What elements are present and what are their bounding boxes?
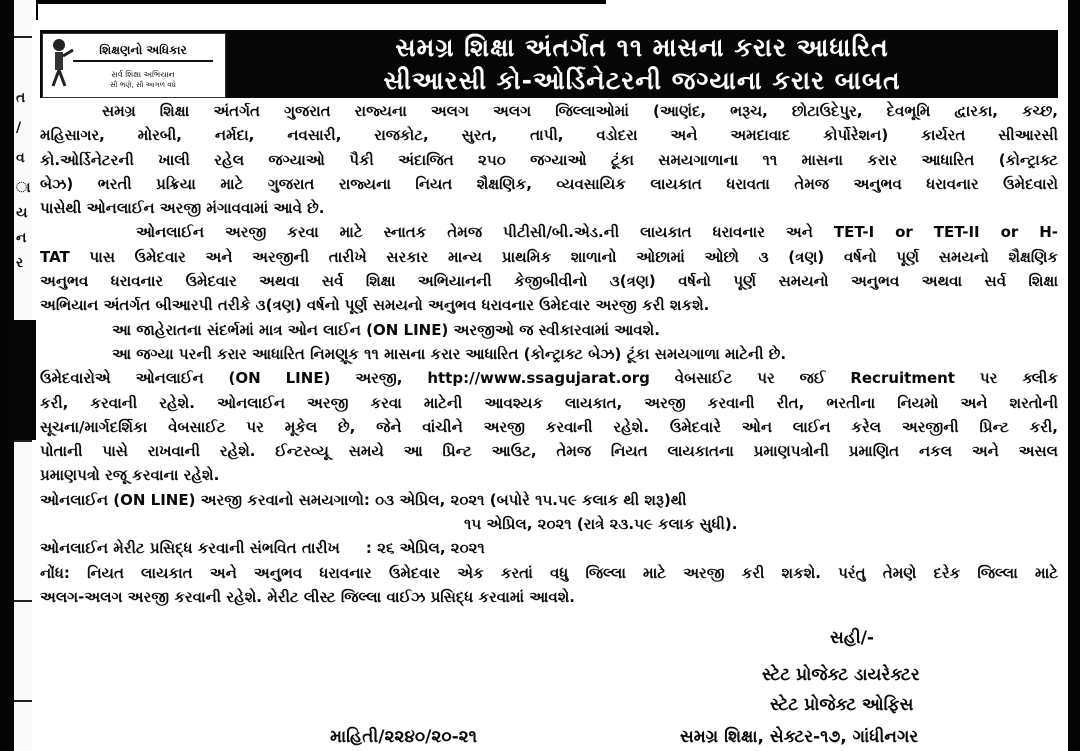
- adjacent-rule: [14, 700, 32, 702]
- margin-fragment: ન: [16, 230, 27, 246]
- logo-tagline: સૌ ભણે, સૌ આગળ વધે: [110, 81, 176, 89]
- adjacent-column-strip: [14, 0, 32, 751]
- top-rule-corner: [36, 0, 38, 20]
- logo-subtitle: સર્વ શિક્ષા અભિયાન: [111, 70, 175, 79]
- left-page-border: [0, 0, 14, 751]
- signatory-office: સ્ટેટ પ્રોજેક્ટ ઓફિસ: [770, 695, 914, 715]
- application-period-end: ૧૫ એપ્રિલ, ૨૦૨૧ (રાત્રે ૨૩.૫૯ કલાક સુધી).: [464, 515, 738, 534]
- notice-body: [40, 99, 1058, 609]
- office-address: સમગ્ર શિક્ષા, સેક્ટર-૧૭, ગાંધીનગર: [680, 727, 919, 747]
- note-line: અલગ-અલગ અરજી કરવાની રહેશે. મેરીટ લીસ્ટ જિલ્લા વાઈઝ પ્રસિદ્ધ કરવામાં આવશે.: [40, 587, 575, 606]
- title-line-2: સીઆરસી કો-ઓર્ડિનેટરની જગ્યાના કરાર બાબત: [383, 66, 901, 95]
- body-line: કરી, કરવાની રહેશે. ઓનલાઈન અરજી કરવા માટેની આવશ્યક લાયકાત, અરજી કરવાની રીત, ભરતીના નિયમો અને શરતોની: [40, 393, 1058, 412]
- body-line: આ જાહેરાતના સંદર્ભમાં માત્ર ઓન લાઈન (ON LINE) અરજીઓ જ સ્વીકારવામાં આવશે.: [112, 320, 660, 339]
- margin-fragment: વ: [16, 150, 25, 166]
- body-line: ઓનલાઈન અરજી કરવા માટે સ્નાતક તેમજ પીટીસી/બી.એડ.ની લાયકાત ધરાવનાર અને TET-I or TET-II or H-: [136, 223, 1058, 242]
- application-period-line: ઓનલાઈન (ON LINE) અરજી કરવાનો સમયગાળો: ૦૩ એપ્રિલ, ૨૦૨૧ (બપોરે ૧૫.૫૯ કલાક થી શરૂ)થી: [40, 490, 687, 509]
- body-line: અનુભવ ધરાવનાર ઉમેદવાર અથવા સર્વ શિક્ષા અભિયાનની કેજીબીવીનો ૩(ત્રણ) વર્ષનો પૂર્ણ સમયનો અનુભવ અથવા સર્વ શિક્ષા: [40, 272, 1058, 291]
- margin-fragment: ત: [16, 90, 26, 106]
- pencil-figure-icon: [47, 36, 75, 94]
- margin-fragment: ા: [16, 180, 31, 196]
- adjacent-black-block: [14, 320, 36, 440]
- page-title: [232, 31, 1052, 97]
- logo: [42, 33, 226, 98]
- body-line: સૂચના/માર્ગદર્શિકા વેબસાઈટ પર મૂકેલ છે, જેને વાંચીને અરજી કરવાની રહેશે. ઉમેદવારે ઓન લાઈન કરેલ અરજીની પ્રિન્ટ કરી,: [40, 417, 1058, 436]
- right-page-border: [1068, 0, 1080, 751]
- body-line: પાસેથી ઓનલાઈન અરજી મંગાવવામાં આવે છે.: [40, 199, 325, 218]
- adjacent-rule: [14, 440, 32, 442]
- body-line: પ્રમાણપત્રો રજૂ કરવાના રહેશે.: [40, 466, 220, 485]
- signatory-designation: સ્ટેટ પ્રોજેક્ટ ડાયરેક્ટર: [762, 665, 920, 685]
- margin-fragment: /: [16, 120, 22, 136]
- margin-fragment: ય: [16, 205, 28, 221]
- body-line: મહિસાગર, મોરબી, નર્મદા, નવસારી, રાજકોટ, સુરત, તાપી, વડોદરા અને અમદાવાદ કોર્પોરેશન) કાર્યરત સીઆરસી: [40, 126, 1058, 145]
- adjacent-rule: [14, 600, 32, 602]
- margin-fragment: ર: [16, 255, 24, 271]
- reference-number: માહિતી/૨૨૪૦/૨૦-૨૧: [330, 727, 477, 747]
- logo-title: શિક્ષણનો અધિકાર: [73, 40, 213, 62]
- top-rule: [36, 0, 606, 4]
- body-line: બેઝ) ભરતી પ્રક્રિયા માટે ગુજરાત રાજ્યના નિયત શૈક્ષણિક, વ્યવસાયિક લાયકાત ધરાવતા તેમજ અનુભવ ધરાવનાર ઉમેદવારો: [40, 174, 1058, 193]
- body-line: આ જગ્યા પરની કરાર આધારિત નિમણૂક ૧૧ માસના કરાર આધારિત (કોન્ટ્રાક્ટ બેઝ) ટૂંકા સમયગાળા માટેની છે.: [112, 344, 787, 363]
- body-line: સમગ્ર શિક્ષા અંતર્ગત ગુજરાત રાજ્યના અલગ અલગ જિલ્લાઓમાં (આણંદ, ભરૂચ, છોટાઉદેપુર, દેવભૂમિ દ્વારકા, કચ્છ,: [102, 102, 1058, 120]
- body-line: અભિયાન અંતર્ગત બીઆરપી તરીકે ૩(ત્રણ) વર્ષનો પૂર્ણ સમયનો અનુભવ ધરાવનાર ઉમેદવાર અરજી કરી શકશે.: [40, 296, 710, 315]
- note-line: નોંધ: નિયત લાયકાત અને અનુભવ ધરાવનાર ઉમેદવાર એક કરતાં વધુ જિલ્લા માટે અરજી કરી શકશે. પરંતુ તેમણે દરેક જિલ્લા માટે: [40, 563, 1058, 582]
- title-line-1: સમગ્ર શિક્ષા અંતર્ગત ૧૧ માસના કરાર આધારિત: [395, 33, 889, 62]
- signature-mark: સહી/-: [830, 628, 874, 648]
- adjacent-rule: [14, 36, 32, 38]
- body-line: પોતાની પાસે રાખવાની રહેશે. ઈન્ટરવ્યૂ સમયે આ પ્રિન્ટ આઉટ, તેમજ નિયત લાયકાતના પ્રમાણપત્રોની પ્રમાણિત નકલ અને અસલ: [40, 442, 1058, 461]
- merit-date-line: ઓનલાઈન મેરીટ પ્રસિદ્ધ કરવાની સંભવિત તારીખ : ૨૬ એપ્રિલ, ૨૦૨૧: [40, 539, 485, 558]
- body-line: TAT પાસ ઉમેદવાર અને અરજીની તારીખે સરકાર માન્ય પ્રાથમિક શાળાનો ઓછામાં ઓછો ૩ (ત્રણ) વર્ષનો પૂર્ણ સમયનો શૈક્ષણિક: [40, 247, 1058, 266]
- body-line: ઉમેદવારોએ ઓનલાઈન (ON LINE) અરજી, http://www.ssagujarat.org વેબસાઈટ પર જઈ Recruitment પર ક્લીક: [40, 369, 1058, 388]
- body-line: કો.ઓર્ડિનેટરની ખાલી રહેલ જગ્યાઓ પૈકી અંદાજિત ૨૫૦ જગ્યાઓ ટૂંકા સમયગાળાના ૧૧ માસના કરાર આધારિત (કોન્ટ્રાક્ટ: [40, 150, 1058, 169]
